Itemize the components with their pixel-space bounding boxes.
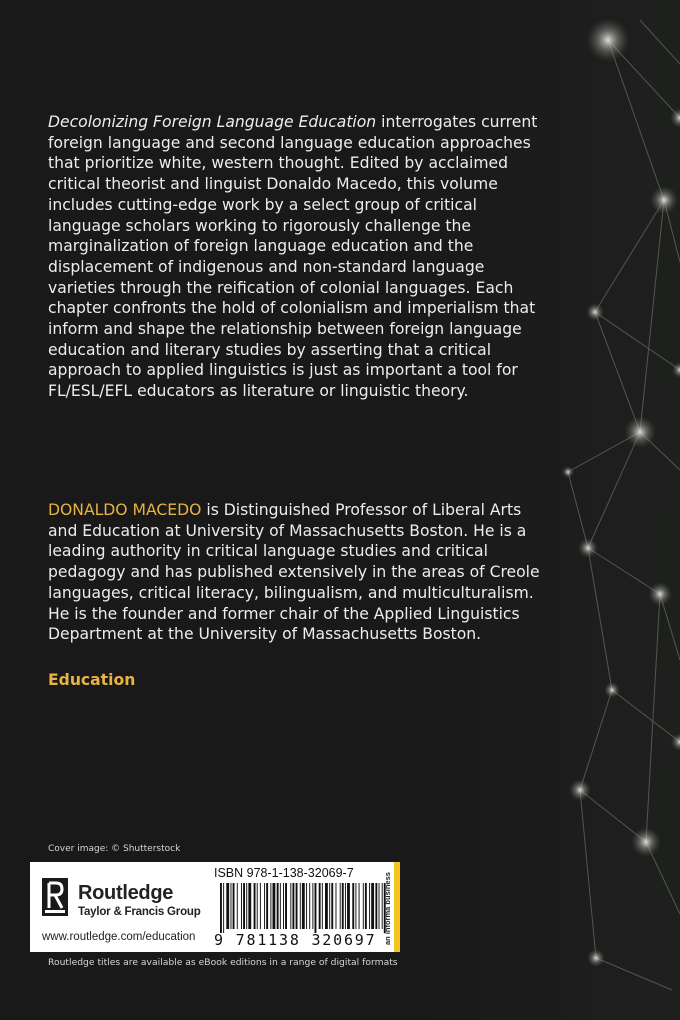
book-description bbox=[48, 112, 548, 402]
routledge-logo-icon bbox=[42, 878, 68, 916]
author-name: DONALDO MACEDO bbox=[48, 501, 202, 519]
author-bio bbox=[48, 500, 548, 645]
ebook-note: Routledge titles are available as eBook editions in a range of digital formats bbox=[48, 957, 398, 968]
publisher-group: Taylor & Francis Group bbox=[78, 906, 201, 918]
subject-category: Education bbox=[48, 671, 136, 689]
author-bio-text: is Distinguished Professor of Liberal Arts and Education at University of Massachusetts Boston. He is a leading authority in critical language studies and critical pedagogy and has published extensively in the areas of Creole languages, critical literacy, bilingualism, and multiculturalism. He is the founder and former chair of the Applied Linguistics Department at the University of Massachusetts Boston. bbox=[48, 501, 540, 644]
cover-image-credit: Cover image: © Shutterstock bbox=[48, 844, 181, 854]
barcode-panel bbox=[30, 862, 400, 952]
book-title: Decolonizing Foreign Language Education bbox=[48, 113, 377, 131]
publisher-name: Routledge bbox=[78, 882, 174, 904]
barcode-icon bbox=[220, 883, 388, 933]
publisher-url[interactable]: www.routledge.com/education bbox=[42, 931, 196, 943]
isbn-label: ISBN 978-1-138-32069-7 bbox=[214, 866, 354, 880]
barcode-digits: 9 781138 320697 bbox=[214, 931, 377, 949]
informa-strip bbox=[394, 862, 400, 952]
informa-label: an informa business bbox=[383, 872, 392, 945]
description-text: interrogates current foreign language and second language education approaches that prioritize white, western thought. Edited by acclaimed critical theorist and linguist Donaldo Macedo, this volume includes cutting-edge work by a select group of critical language scholars working to rigorously challenge the marginalization of foreign language education and the displacement of indigenous and non-standard language varieties through the reification of colonial languages. Each chapter confronts the hold of colonialism and imperialism that inform and shape the relationship between foreign language education and literary studies by asserting that a critical approach to applied linguistics is just as important a tool for FL/ESL/EFL educators as literature or linguistic theory. bbox=[48, 113, 538, 401]
